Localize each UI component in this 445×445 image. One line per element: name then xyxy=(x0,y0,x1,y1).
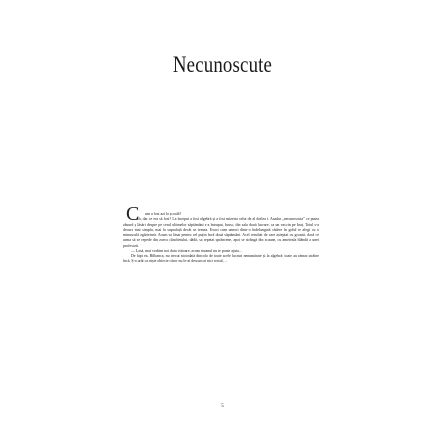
paragraph: um a fost azi la școală? xyxy=(145,212,182,216)
paragraph: De fapt ea, Bilbanca, nu trecut niciodată dincolo de toate acele lucruri nenumărate și la algebră; toate au rămas străine încă. Ș-a urât ca niște obiecte căror nu le-ai descurcat nici rostul, ... xyxy=(123,254,319,264)
chapter-title: Necunoscute xyxy=(172,52,273,77)
paragraph: — Lasă, mai vorbim noi data viitoare, acum tavanul nu te poate ajuta... xyxy=(131,248,242,253)
body-text xyxy=(123,212,319,265)
drop-cap: C xyxy=(126,203,140,225)
paragraph: — Ah, dar ce era să fost? La început a fost algebră și a fost mizeria celui de al doilea t. Asadar „necunoscuta” ce putea absurd ș lăsări despre pe cerul ultimelor săptămâni s-a întrupat, brusc, din sala două lucrare, ca un vaccin pe braț. Totul s-a decurs mai simplu, mai la suprafață decât se temea. Exact cum uneori dintr-o îndelungată cădere în golul te alegi cu o minusculă zgârietură. Acum sa lăsat pentru cel puțin încă două săptămâni. Acel rezultat de care așteptat cu groază, dacă ce urma să se repede din zarva clinchetului, dădă, sa repetat sprâncene, apoi se strângă din scaune, cu ameteala blândă a unei profesorii. xyxy=(123,217,319,248)
page-number: 5 xyxy=(221,404,224,409)
